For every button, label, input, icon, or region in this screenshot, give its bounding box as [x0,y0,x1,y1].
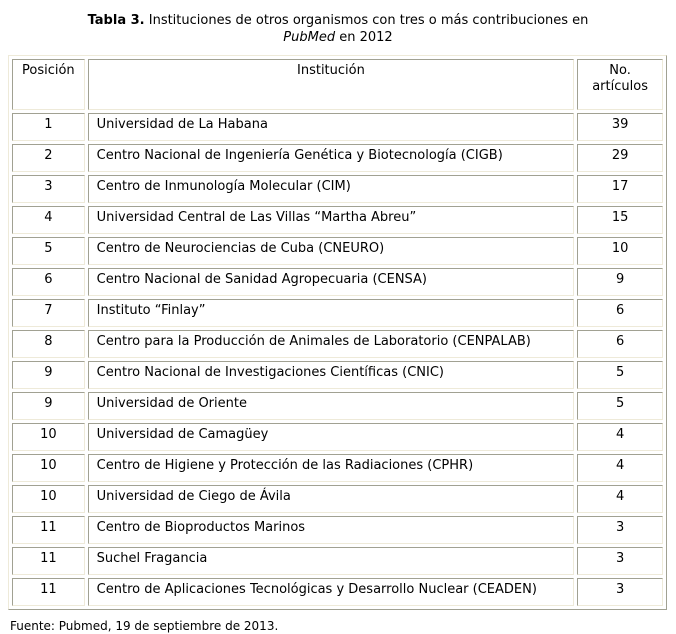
cell-articles: 3 [577,516,663,544]
cell-articles: 5 [577,392,663,420]
cell-institution: Centro de Neurociencias de Cuba (CNEURO) [88,237,575,265]
table-row [12,516,663,544]
table-row [12,547,663,575]
cell-articles: 9 [577,268,663,296]
table-caption [8,12,668,46]
cell-articles: 39 [577,113,663,141]
cell-institution: Suchel Fragancia [88,547,575,575]
table-caption-line2 [8,29,668,46]
cell-institution: Universidad de La Habana [88,113,575,141]
cell-institution: Centro de Higiene y Protección de las Radiaciones (CPHR) [88,454,575,482]
cell-position: 5 [12,237,85,265]
cell-institution: Centro de Inmunología Molecular (CIM) [88,175,575,203]
table-row [12,268,663,296]
institutions-table [8,55,667,610]
table-caption-text2: en 2012 [335,30,393,45]
table-caption-italic: PubMed [283,30,336,45]
cell-articles: 10 [577,237,663,265]
cell-articles: 4 [577,485,663,513]
cell-position: 10 [12,423,85,451]
table-row [12,423,663,451]
cell-position: 10 [12,485,85,513]
table-row [12,485,663,513]
cell-position: 2 [12,144,85,172]
cell-articles: 29 [577,144,663,172]
cell-position: 9 [12,361,85,389]
table-row [12,144,663,172]
cell-institution: Centro de Bioproductos Marinos [88,516,575,544]
cell-institution: Universidad de Oriente [88,392,575,420]
cell-position: 9 [12,392,85,420]
table-header [12,59,663,110]
cell-institution: Universidad de Ciego de Ávila [88,485,575,513]
cell-position: 3 [12,175,85,203]
table-body [12,113,663,606]
source-note: Fuente: Pubmed, 19 de septiembre de 2013. [10,619,279,633]
cell-articles: 15 [577,206,663,234]
cell-articles: 3 [577,547,663,575]
cell-position: 11 [12,547,85,575]
cell-institution: Centro Nacional de Investigaciones Científicas (CNIC) [88,361,575,389]
column-header-institucion: Institución [88,59,575,110]
column-header-articulos: No. artículos [577,59,663,110]
cell-institution: Instituto “Finlay” [88,299,575,327]
table-row [12,578,663,606]
cell-institution: Universidad Central de Las Villas “Martha Abreu” [88,206,575,234]
header-row [12,59,663,110]
cell-articles: 6 [577,330,663,358]
table-caption-text: Instituciones de otros organismos con tres o más contribuciones en [144,13,589,28]
table-row [12,299,663,327]
table-row [12,206,663,234]
cell-position: 11 [12,516,85,544]
cell-position: 10 [12,454,85,482]
cell-position: 8 [12,330,85,358]
cell-position: 1 [12,113,85,141]
cell-institution: Centro Nacional de Sanidad Agropecuaria (CENSA) [88,268,575,296]
table-row [12,113,663,141]
table-row [12,361,663,389]
cell-articles: 4 [577,423,663,451]
cell-articles: 17 [577,175,663,203]
column-header-posicion: Posición [12,59,85,110]
cell-articles: 4 [577,454,663,482]
cell-position: 11 [12,578,85,606]
table-row [12,237,663,265]
cell-articles: 6 [577,299,663,327]
cell-articles: 5 [577,361,663,389]
cell-position: 7 [12,299,85,327]
cell-position: 6 [12,268,85,296]
table-row [12,454,663,482]
cell-articles: 3 [577,578,663,606]
cell-institution: Centro Nacional de Ingeniería Genética y Biotecnología (CIGB) [88,144,575,172]
table-row [12,330,663,358]
table-row [12,175,663,203]
table-row [12,392,663,420]
cell-position: 4 [12,206,85,234]
table-caption-line1 [8,12,668,29]
table-caption-number: Tabla 3. [87,13,145,28]
cell-institution: Centro para la Producción de Animales de Laboratorio (CENPALAB) [88,330,575,358]
cell-institution: Universidad de Camagüey [88,423,575,451]
cell-institution: Centro de Aplicaciones Tecnológicas y Desarrollo Nuclear (CEADEN) [88,578,575,606]
